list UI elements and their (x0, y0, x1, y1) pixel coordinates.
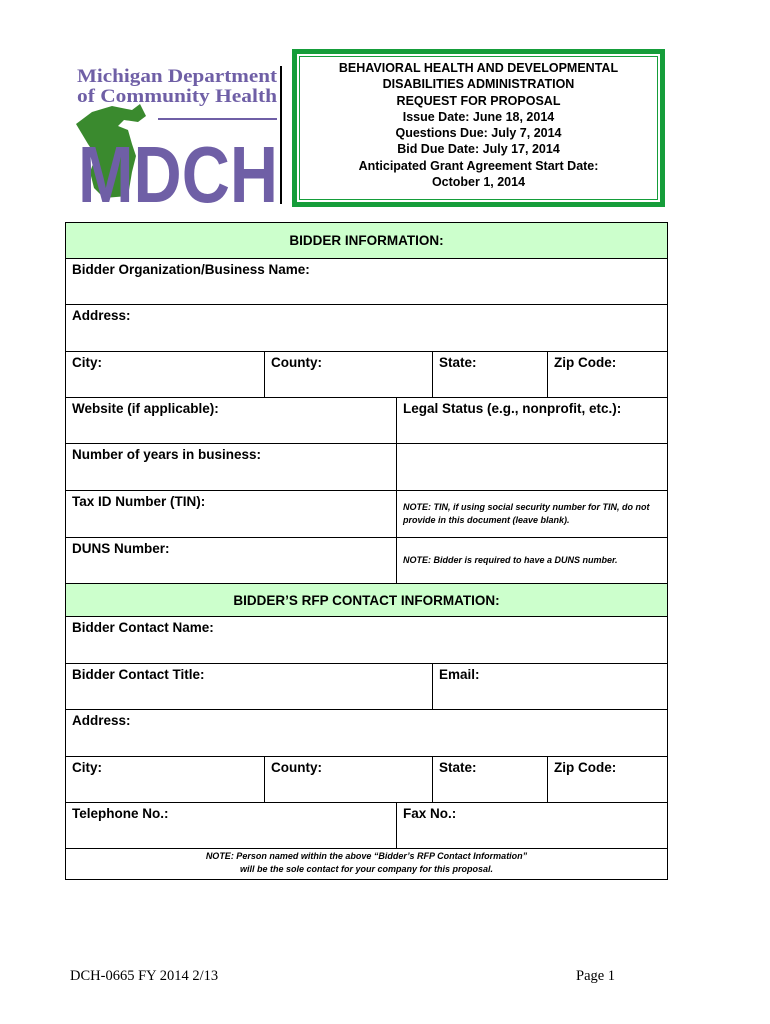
contact-city-field[interactable] (66, 757, 265, 803)
zip-field[interactable] (548, 352, 668, 398)
contact-title-field[interactable] (66, 664, 433, 710)
bid-due-date: Bid Due Date: July 17, 2014 (397, 142, 560, 157)
logo-acronym: MDCH (78, 130, 278, 219)
duns-label: DUNS Number: (72, 541, 170, 556)
legal-status-label: Legal Status (e.g., nonprofit, etc.): (403, 401, 622, 416)
years-label: Number of years in business: (72, 447, 262, 462)
header-line: DISABILITIES ADMINISTRATION (382, 77, 575, 92)
header-line: REQUEST FOR PROPOSAL (396, 93, 561, 108)
contact-note-cell (66, 849, 668, 880)
fax-field[interactable] (397, 803, 668, 849)
tin-field[interactable] (66, 491, 397, 538)
years-in-business-field[interactable] (66, 444, 397, 491)
contact-county-label: County: (271, 760, 322, 775)
header-line: BEHAVIORAL HEALTH AND DEVELOPMENTAL (338, 61, 619, 75)
website-label: Website (if applicable): (72, 401, 219, 416)
logo-line2: of Community Health (77, 86, 278, 107)
duns-note: NOTE: Bidder is required to have a DUNS number. (403, 555, 618, 565)
rfp-header-box (292, 49, 665, 207)
years-in-business-value[interactable] (397, 444, 668, 491)
address-field[interactable] (66, 305, 668, 352)
bidder-info-header: BIDDER INFORMATION: (66, 223, 668, 259)
county-label: County: (271, 355, 322, 370)
telephone-label: Telephone No.: (72, 806, 169, 821)
contact-state-label: State: (439, 760, 477, 775)
contact-address-label: Address: (72, 713, 131, 728)
contact-email-label: Email: (439, 667, 480, 682)
contact-name-field[interactable] (66, 617, 668, 664)
contact-county-field[interactable] (265, 757, 433, 803)
issue-date: Issue Date: June 18, 2014 (402, 109, 555, 124)
contact-zip-field[interactable] (548, 757, 668, 803)
zip-label: Zip Code: (554, 355, 617, 370)
contact-address-field[interactable] (66, 710, 668, 757)
city-label: City: (72, 355, 102, 370)
mdch-logo (74, 64, 284, 219)
contact-note-line2: will be the sole contact for your company for this proposal. (239, 864, 494, 874)
logo-line1: Michigan Department (77, 66, 278, 87)
state-label: State: (439, 355, 477, 370)
contact-email-field[interactable] (433, 664, 668, 710)
org-name-label: Bidder Organization/Business Name: (72, 262, 310, 277)
form-number: DCH-0665 FY 2014 2/13 (70, 968, 219, 984)
contact-info-header: BIDDER’S RFP CONTACT INFORMATION: (66, 584, 668, 617)
contact-state-field[interactable] (433, 757, 548, 803)
legal-status-field[interactable] (397, 398, 668, 444)
logo-divider (280, 66, 282, 204)
telephone-field[interactable] (66, 803, 397, 849)
fax-label: Fax No.: (403, 806, 457, 821)
header-line: Anticipated Grant Agreement Start Date: (358, 158, 599, 173)
questions-due: Questions Due: July 7, 2014 (395, 126, 562, 141)
org-name-field[interactable] (66, 259, 668, 305)
start-date: October 1, 2014 (431, 175, 526, 190)
tin-note: NOTE: TIN, if using social security number for TIN, do not provide in this document (leave blank). (403, 502, 650, 525)
website-field[interactable] (66, 398, 397, 444)
county-field[interactable] (265, 352, 433, 398)
address-label: Address: (72, 308, 131, 323)
state-field[interactable] (433, 352, 548, 398)
page-number: Page 1 (576, 968, 616, 984)
rfp-header-text (297, 60, 660, 190)
contact-title-label: Bidder Contact Title: (72, 667, 205, 682)
city-field[interactable] (66, 352, 265, 398)
contact-zip-label: Zip Code: (554, 760, 617, 775)
contact-city-label: City: (72, 760, 102, 775)
bidder-form (65, 222, 668, 880)
contact-name-label: Bidder Contact Name: (72, 620, 214, 635)
tin-label: Tax ID Number (TIN): (72, 494, 206, 509)
duns-note-cell (397, 538, 668, 584)
contact-note-line1: NOTE: Person named within the above “Bidder’s RFP Contact Information” (205, 851, 528, 861)
duns-field[interactable] (66, 538, 397, 584)
tin-note-cell (397, 491, 668, 538)
